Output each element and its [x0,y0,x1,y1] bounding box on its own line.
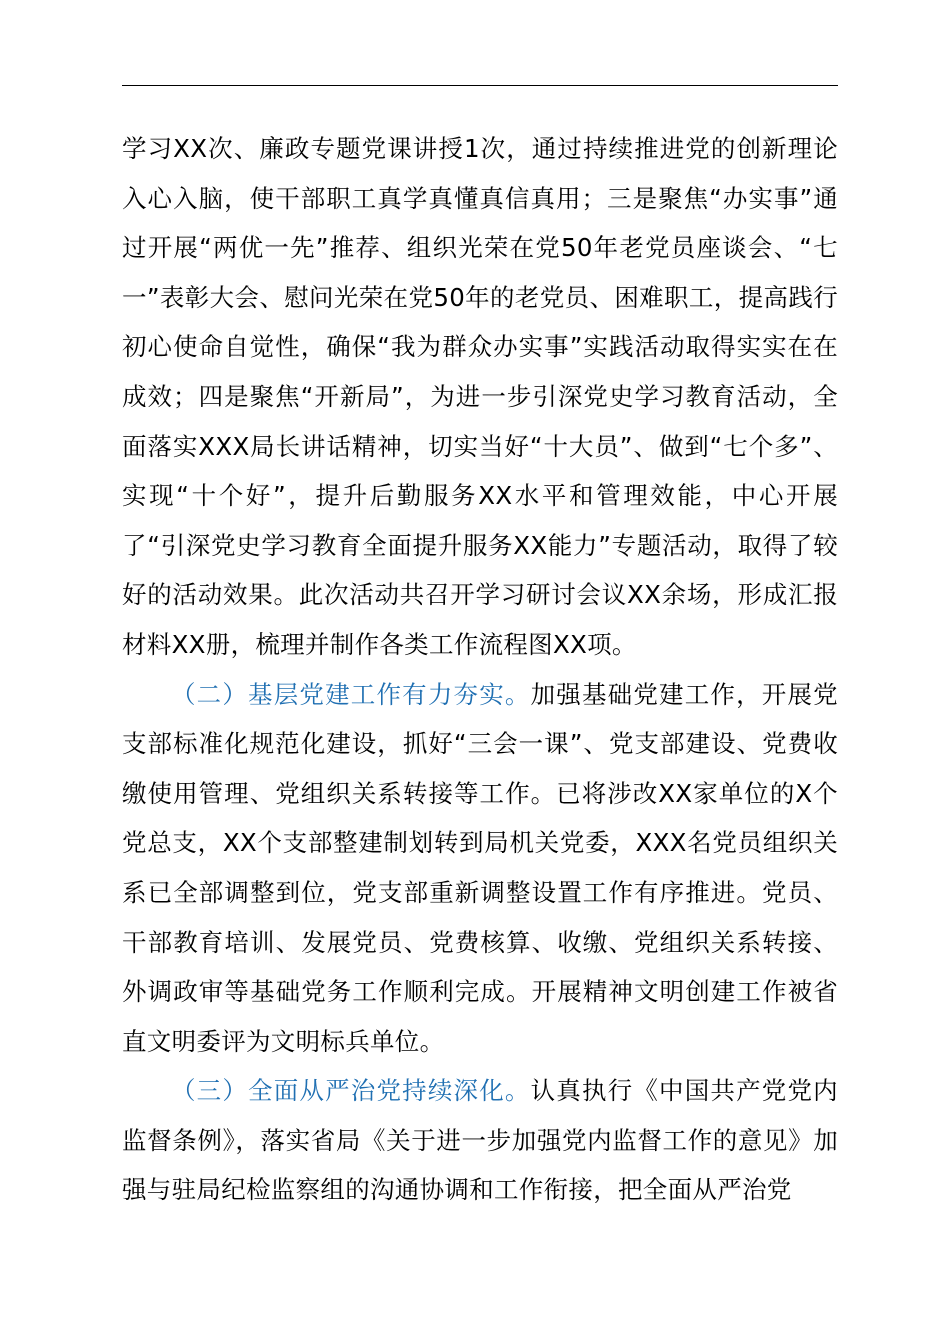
section-heading-2: （二）基层党建工作有力夯实。 [171,679,531,709]
header-rule [122,85,838,86]
paragraph-grassroots-party-building [122,670,838,1067]
paragraph-continuation [122,124,838,670]
paragraph-text: 认真执行《中国共产党党内监督条例》，落实省局《关于进一步加强党内监督工作的意见》加强与驻局纪检监察组的沟通协调和工作衔接，把全面从严治党 [122,1076,838,1205]
document-body [122,124,838,1215]
paragraph-strict-party-governance [122,1066,838,1215]
paragraph-text: 学习XX次、廉政专题党课讲授1次，通过持续推进党的创新理论入心入脑，使干部职工真学真懂真信真用；三是聚焦“办实事”通过开展“两优一先”推荐、组织光荣在党50年老党员座谈会、“七一”表彰大会、慰问光荣在党50年的老党员、困难职工，提高践行初心使命自觉性，确保“我为群众办实事”实践活动取得实实在在成效；四是聚焦“开新局”，为进一步引深党史学习教育活动，全面落实XXX局长讲话精神，切实当好“十大员”、做到“七个多”、实现“十个好”，提升后勤服务XX水平和管理效能，中心开展了“引深党史学习教育全面提升服务XX能力”专题活动，取得了较好的活动效果。此次活动共召开学习研讨会议XX余场，形成汇报材料XX册，梳理并制作各类工作流程图XX项。 [122,134,838,659]
section-heading-3: （三）全面从严治党持续深化。 [171,1076,531,1106]
paragraph-text: 加强基础党建工作，开展党支部标准化规范化建设，抓好“三会一课”、党支部建设、党费收缴使用管理、党组织关系转接等工作。已将涉改XX家单位的X个党总支，XX个支部整建制划转到局机关党委，XXX名党员组织关系已全部调整到位，党支部重新调整设置工作有序推进。党员、干部教育培训、发展党员、党费核算、收缴、党组织关系转接、外调政审等基础党务工作顺利完成。开展精神文明创建工作被省直文明委评为文明标兵单位。 [122,679,838,1056]
